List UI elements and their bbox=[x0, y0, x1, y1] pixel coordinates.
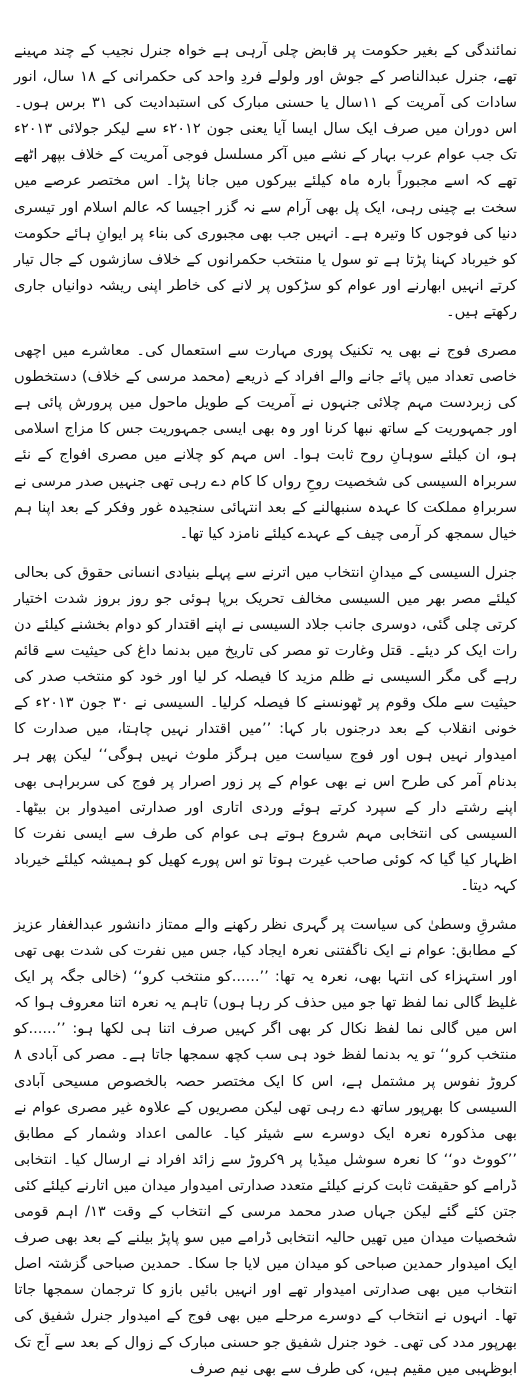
article-paragraph-3: جنرل السیسی کے میدانِ انتخاب میں اترنے سے پہلے بنیادی انسانی حقوق کی بحالی کیلئے مصر بھر میں السیسی مخالف تحریک برپا ہوئی جو روز بروز شدت اختیار کرتی چلی گئی، دوسری جانب جلاد السیسی نے اپنے اقتدار کو دوام بخشنے کیلئے دن رات ایک کر دیئے۔ قتل وغارت تو مصر کی تاریخ میں بدنما داغ کی حیثیت سے قائم رہے گی مگر السیسی نے ظلم مزید کا فیصلہ کر لیا اور خود کو منتخب صدر کی حیثیت سے ملک وقوم پر ٹھونسنے کا فیصلہ کرلیا۔ السیسی نے ۳۰ جون ۲۰۱۳ء کے خونی انقلاب کے بعد درجنوں بار کہا: ’’میں اقتدار نہیں چاہتا، میں صدارت کا امیدوار نہیں ہوں اور فوج سیاست میں ہرگز ملوث نہیں ہوگی‘‘ لیکن پھر ہر بدنام آمر کی طرح اس نے بھی عوام کے پر زور اصرار پر فوج کی سربراہی بھی اپنے رشتے دار کے سپرد کرتے ہوئے وردی اتاری اور صدارتی امیدوار بن بیٹھا۔ السیسی کی انتخابی مہم شروع ہوتے ہی عوام کی طرف سے ایسی نفرت کا اظہار کیا گیا کہ کوئی صاحب غیرت ہوتا تو اس پورے کھیل کو ہمیشہ کیلئے خیرباد کہہ دیتا۔ bbox=[14, 563, 517, 894]
article-paragraph-4: مشرقِ وسطیٰ کی سیاست پر گہری نظر رکھنے والے ممتاز دانشور عبدالغفار عزیز کے مطابق: عوام نے ایک ناگفتنی نعرہ ایجاد کیا، جس میں نفرت کی شدت بھی تھی اور استہزاء کی انتہا بھی، نعرہ یہ تھا: ’’......کو منتخب کرو‘‘ (خالی جگہ پر ایک غلیظ گالی نما لفظ تھا جو میں حذف کر رہا ہوں) تاہم یہ نعرہ اتنا معروف ہوا کہ اس میں گالی نما لفظ نکال کر بھی اگر کہیں صرف اتنا ہی لکھا ہو: ’’......کو منتخب کرو‘‘ تو یہ بدنما لفظ خود ہی سب کچھ سمجھا جاتا ہے۔ مصر کی آبادی ۸ کروڑ نفوس پر مشتمل ہے، اس کا ایک مختصر حصہ بالخصوص مسیحی آبادی السیسی کا بھرپور ساتھ دے رہی تھی لیکن مصریوں کے علاوہ غیر مصری عوام نے بھی مذکورہ نعرہ ایک دوسرے سے شیئر کیا۔ عالمی اعداد وشمار کے مطابق ’’کووٹ دو‘‘ کا نعرہ سوشل میڈیا پر ۹کروڑ سے زائد افراد نے ارسال کیا۔ انتخابی ڈرامے کو حقیقت ثابت کرنے کیلئے متعدد صدارتی امیدوار میدان میں اتارنے کیلئے کئی جتن کئے گئے لیکن جہاں صدر محمد مرسی کے انتخاب کے وقت ۱۳/ اہم قومی شخصیات میدان میں تھیں حالیہ انتخابی ڈرامے میں سو پاپڑ بیلنے کے بعد بھی صرف ایک امیدوار حمدین صباحی کو میدان میں لایا جا سکا۔ حمدین صباحی گزشتہ اصل انتخاب میں بھی صدارتی امیدوار تھے اور انہیں بائیں بازو کا ترجمان سمجھا جاتا تھا۔ انہوں نے انتخاب کے دوسرے مرحلے میں بھی فوج کے امیدوار جنرل شفیق کی بھرپور مدد کی تھی۔ خود جنرل شفیق جو حسنی مبارک کے زوال کے بعد سے آج تک ابوظہبی میں مقیم ہیں، کی طرف سے بھی نیم صرف bbox=[14, 916, 518, 1377]
article-paragraph-1: نمائندگی کے بغیر حکومت پر قابض چلی آرہی ہے خواہ جنرل نجیب کے چند مہینے تھے، جنرل عبدالناصر کے جوش اور ولولے فردِ واحد کی حکمرانی کے ۱۸ سال، انور سادات کی آمریت کے ۱۱سال یا حسنی مبارک کی استبدادیت کی ۳۱ برس ہوں۔ اس دوران میں صرف ایک سال ایسا آیا یعنی جون ۲۰۱۲ء سے لیکر جولائی ۲۰۱۳ء تک جب عوام عرب بہار کے نشے میں آکر مسلسل فوجی آمریت کے خلاف بپھر اٹھے تھے کہ اسے مجبوراً بارہ ماہ کیلئے بیرکوں میں جانا پڑا۔ اس مختصر عرصے میں سخت بے چینی رہی، ایک پل بھی آرام سے نہ گزر اجیسا کہ عالم اسلام اور تیسری دنیا کی فوجوں کا وتیرہ ہے۔ انہیں جب بھی مجبوری کی بناء پر ایوانِ ہائے حکومت کو خیرباد کہنا پڑتا ہے تو سول یا منتخب حکمرانوں کے خلاف سازشوں کے جال تیار کرتے انہیں ابھارنے اور عوام کو سڑکوں پر لانے کی خاطر اپنی ریشہ دوانیاں جاری رکھتے ہیں۔ bbox=[14, 42, 517, 320]
article-paragraph-2: مصری فوج نے بھی یہ تکنیک پوری مہارت سے استعمال کی۔ معاشرے میں اچھی خاصی تعداد میں پائے جانے والے افراد کے ذریعے (محمد مرسی کے خلاف) دستخطوں کی زبردست مہم چلائی جنہوں نے آمریت کے طویل ماحول میں پرورش پائی ہے اور جمہوریت کے ساتھ نبھا کرنا اور وہ بھی ایسی جمہوریت جس کا مزاج اسلامی ہو، ان کیلئے سوہانِ روح ثابت ہوا۔ اس مہم کو چلانے میں مصری افواج کے نئے سربراہ السیسی کی شخصیت روحِ رواں کا کام دے رہی تھی جنہیں صدر مرسی نے سربراہِ مملکت کا عہدہ سنبھالنے کے بعد انتہائی سنجیدہ غور وفکر کے بعد اپنا ہم خیال سمجھ کر آرمی چیف کے عہدے کیلئے نامزد کیا تھا۔ bbox=[14, 342, 517, 542]
